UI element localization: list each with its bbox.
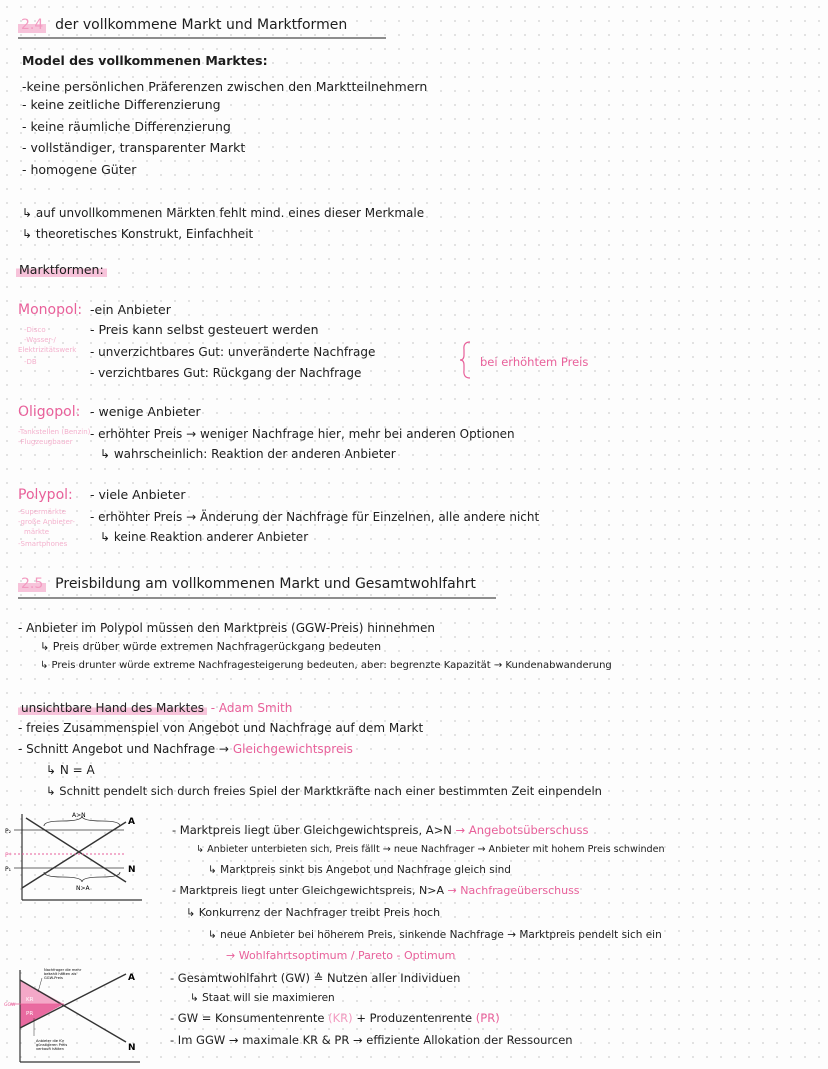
ggw-line: → Wohlfahrtsoptimum / Pareto - Optimum	[226, 949, 456, 962]
section-2-5-heading	[18, 576, 476, 592]
polypol-label: Polypol:	[18, 487, 73, 503]
monopol-line: - Preis kann selbst gesteuert werden	[90, 322, 319, 337]
hand-line: - freies Zusammenspiel von Angebot und Nachfrage auf dem Markt	[18, 721, 424, 735]
section-underline	[18, 595, 498, 601]
monopol-example: Elektrizitätswerk	[18, 346, 77, 354]
wohl-line: ↳ Staat will sie maximieren	[190, 992, 335, 1004]
ggw-line: ↳ Anbieter unterbieten sich, Preis fällt → neue Nachfrager → Anbieter mit hohem Preis schwinden	[196, 844, 665, 855]
label-a-gt-n: A>N	[72, 812, 86, 819]
label-n-gt-a: N>A	[76, 885, 90, 892]
section-2-4-heading	[18, 17, 347, 33]
polypol-example: -große Anbieter-	[18, 518, 75, 526]
label-ggw: GGW	[4, 1003, 16, 1008]
hand-author: - Adam Smith	[210, 701, 293, 715]
model-item: - keine zeitliche Differenzierung	[22, 97, 221, 112]
model-note: ↳ auf unvollkommenen Märkten fehlt mind. eines dieser Merkmale	[22, 206, 425, 220]
label-n: N	[128, 865, 136, 875]
note-top: GGW-Preis	[44, 976, 63, 980]
welfare-graph	[4, 966, 144, 1068]
ggw-line: - Marktpreis liegt über Gleichgewichtspreis, A>N → Angebotsüberschuss	[172, 823, 589, 837]
model-item: - keine räumliche Differenzierung	[22, 119, 231, 134]
preis-line: - Anbieter im Polypol müssen den Marktpreis (GGW-Preis) hinnehmen	[18, 621, 436, 635]
label-kr: KR	[26, 997, 34, 1003]
oligopol-example: -Flugzeugbauer	[18, 438, 73, 446]
section-underline	[18, 35, 388, 41]
polypol-example: -Supermärkte	[18, 508, 67, 516]
label-pstar: P*	[5, 852, 12, 859]
hand-line: ↳ Schnitt pendelt sich durch freies Spiel der Marktkräfte nach einer bestimmten Zeit einpendeln	[46, 784, 602, 798]
preis-line: ↳ Preis drunter würde extreme Nachfragesteigerung bedeuten, aber: begrenzte Kapazität → Kundenabwanderung	[40, 660, 612, 671]
section-title: der vollkommene Markt und Marktformen	[55, 17, 348, 33]
monopol-example: -Disco	[24, 326, 46, 334]
label-a: A	[128, 817, 135, 827]
oligopol-example: -Tankstellen (Benzin)	[18, 428, 91, 436]
monopol-line: - verzichtbares Gut: Rückgang der Nachfrage	[90, 366, 362, 380]
polypol-example: -Smartphones	[18, 540, 68, 548]
supply-curve	[22, 822, 126, 888]
wohl-line: - Im GGW → maximale KR & PR → effiziente Allokation der Ressourcen	[170, 1033, 573, 1047]
monopol-example: -DB	[24, 358, 37, 366]
model-item: - homogene Güter	[22, 162, 137, 177]
label-a: A	[128, 973, 135, 983]
note-bottom: verkauft hätten	[36, 1047, 64, 1051]
ggw-line: ↳ Marktpreis sinkt bis Angebot und Nachfrage gleich sind	[208, 864, 511, 876]
demand-curve	[26, 818, 126, 882]
note-pointer	[38, 978, 42, 992]
ggw-line: ↳ Konkurrenz der Nachfrager treibt Preis hoch	[186, 906, 441, 919]
note-top: bezahlt hätten als	[44, 972, 77, 976]
curly-brace	[458, 340, 478, 380]
note-bottom: günstigeren Preis	[36, 1043, 68, 1047]
wohl-line: - Gesamtwohlfahrt (GW) ≙ Nutzen aller Individuen	[170, 971, 461, 985]
monopol-line: -ein Anbieter	[90, 302, 171, 317]
hand-heading: unsichtbare Hand des Marktes - Adam Smith	[18, 700, 292, 716]
note-bottom: Anbieter die für	[36, 1039, 65, 1043]
oligopol-line: ↳ wahrscheinlich: Reaktion der anderen Anbieter	[100, 447, 396, 461]
brace-note: bei erhöhtem Preis	[480, 355, 589, 369]
ggw-line: ↳ neue Anbieter bei höherem Preis, sinkende Nachfrage → Marktpreis pendelt sich ein	[208, 929, 662, 941]
model-note: ↳ theoretisches Konstrukt, Einfachheit	[22, 227, 254, 241]
ggw-line: - Marktpreis liegt unter Gleichgewichtspreis, N>A → Nachfrageüberschuss	[172, 884, 580, 897]
kr-label: (KR)	[328, 1011, 353, 1025]
label-p1: P₁	[5, 866, 12, 873]
section-title: Preisbildung am vollkommenen Markt und Gesamtwohlfahrt	[55, 576, 476, 592]
label-pr: PR	[26, 1011, 34, 1017]
oligopol-line: - erhöhter Preis → weniger Nachfrage hier, mehr bei anderen Optionen	[90, 427, 515, 441]
preis-line: ↳ Preis drüber würde extremen Nachfragerückgang bedeuten	[40, 640, 382, 653]
hand-line: - Schnitt Angebot und Nachfrage → Gleichgewichtspreis	[18, 742, 353, 756]
polypol-line: - viele Anbieter	[90, 487, 186, 502]
hand-line: ↳ N = A	[46, 763, 95, 777]
marktformen-heading: Marktformen:	[16, 262, 107, 278]
wohl-line: - GW = Konsumentenrente (KR) + Produzentenrente (PR)	[170, 1011, 500, 1025]
section-number: 2.5	[21, 576, 44, 592]
model-heading: Model des vollkommenen Marktes:	[22, 53, 268, 68]
label-p2: P₂	[5, 828, 12, 835]
note-top: Nachfrager die mehr	[44, 968, 82, 972]
oligopol-line: - wenige Anbieter	[90, 404, 201, 419]
monopol-example: -Wasser-/	[24, 336, 56, 344]
oligopol-label: Oligopol:	[18, 404, 81, 420]
section-number: 2.4	[21, 17, 44, 33]
polypol-line: - erhöhter Preis → Änderung der Nachfrage für Einzelnen, alle andere nicht	[90, 510, 540, 524]
model-item: -keine persönlichen Präferenzen zwischen den Marktteilnehmern	[22, 79, 428, 94]
polypol-example: märkte	[24, 528, 50, 536]
label-n: N	[128, 1043, 136, 1053]
monopol-label: Monopol:	[18, 302, 83, 318]
shortage-brace	[44, 872, 120, 882]
supply-demand-graph	[4, 810, 149, 910]
polypol-line: ↳ keine Reaktion anderer Anbieter	[100, 530, 309, 544]
pr-label: (PR)	[475, 1011, 500, 1025]
monopol-line: - unverzichtbares Gut: unveränderte Nachfrage	[90, 345, 376, 359]
model-item: - vollständiger, transparenter Markt	[22, 140, 246, 155]
